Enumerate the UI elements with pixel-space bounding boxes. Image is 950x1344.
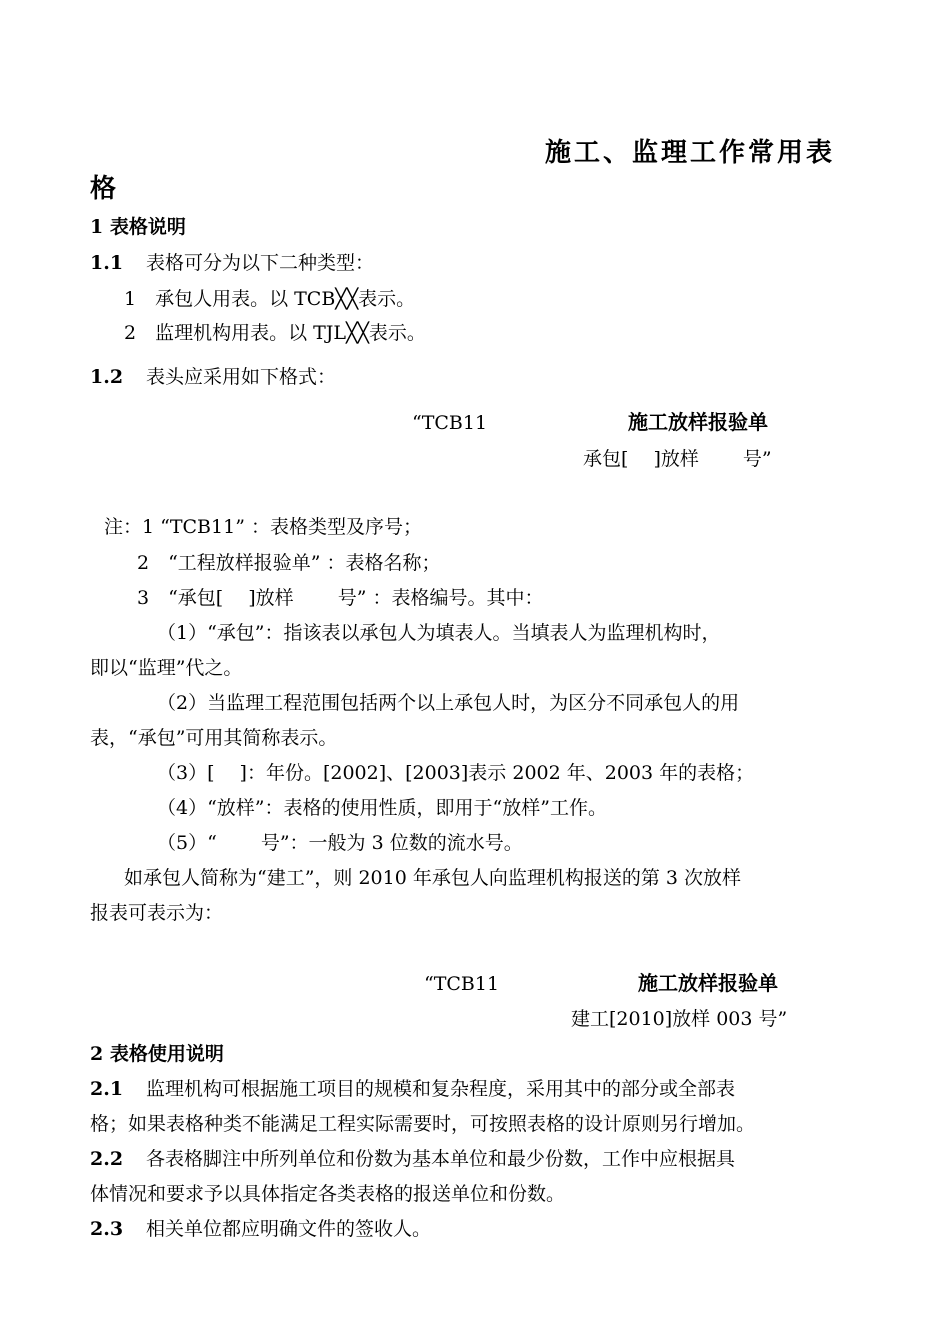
section2-heading: 2 表格使用说明 [90,1043,224,1065]
form-code: “TCB11 [412,412,488,434]
note-line: （1）“承包”：指该表以承包人为填表人。当填表人为监理机构时， [157,622,721,644]
section-number: 2.2 [90,1148,124,1170]
section-number: 1.1 [90,252,124,274]
section-text: 监理机构可根据施工项目的规模和复杂程度，采用其中的部分或全部表 [146,1078,736,1100]
form-number: 建工[2010]放样 003 号” [571,1008,788,1030]
section-number: 1.2 [90,366,124,388]
section1-heading: 1 表格说明 [90,216,186,238]
section-number: 2.3 [90,1218,124,1240]
note-line: （3）[ ]：年份。[2002]、[2003]表示 2002 年、2003 年的表格； [157,762,755,784]
form-name: 施工放样报验单 [628,410,768,434]
section-text: 相关单位都应明确文件的签收人。 [146,1218,432,1240]
section-text: 各表格脚注中所列单位和份数为基本单位和最少份数，工作中应根据具 [146,1148,736,1170]
section-number: 2.1 [90,1078,124,1100]
note-line: （4）“放样”：表格的使用性质，即用于“放样”工作。 [157,797,607,819]
note-line: （5）“ 号”：一般为 3 位数的流水号。 [157,832,523,854]
form-code: “TCB11 [424,973,500,995]
page-title-line2: 格 [90,174,120,204]
note-line: 即以“监理”代之。 [90,657,243,679]
form-number: 承包[ ]放样 号” [583,448,772,470]
section-text: 表头应采用如下格式： [146,366,337,388]
note-line: 3 “承包[ ]放样 号” ：表格编号。其中： [137,587,544,609]
note-line: 如承包人简称为“建工”，则 2010 年承包人向监理机构报送的第 3 次放样 [124,867,742,889]
section-text: 体情况和要求予以具体指定各类表格的报送单位和份数。 [90,1183,566,1205]
page-title-line1: 施工、监理工作常用表 [545,138,836,168]
note-line: 注：1 “TCB11” ：表格类型及序号； [104,516,422,538]
note-line: 报表可表示为： [90,902,224,924]
note-line: （2）当监理工程范围包括两个以上承包人时，为区分不同承包人的用 [157,692,740,714]
section-text: 表格可分为以下二种类型： [146,252,375,274]
section-text: 格；如果表格种类不能满足工程实际需要时，可按照表格的设计原则另行增加。 [90,1113,756,1135]
note-line: 表，“承包”可用其简称表示。 [90,727,338,749]
list-item: 1 承包人用表。以 TCB╳╳表示。 [124,288,416,310]
form-name: 施工放样报验单 [638,971,778,995]
note-line: 2 “工程放样报验单” ：表格名称； [137,552,441,574]
list-item: 2 监理机构用表。以 TJL╳╳表示。 [124,322,426,344]
